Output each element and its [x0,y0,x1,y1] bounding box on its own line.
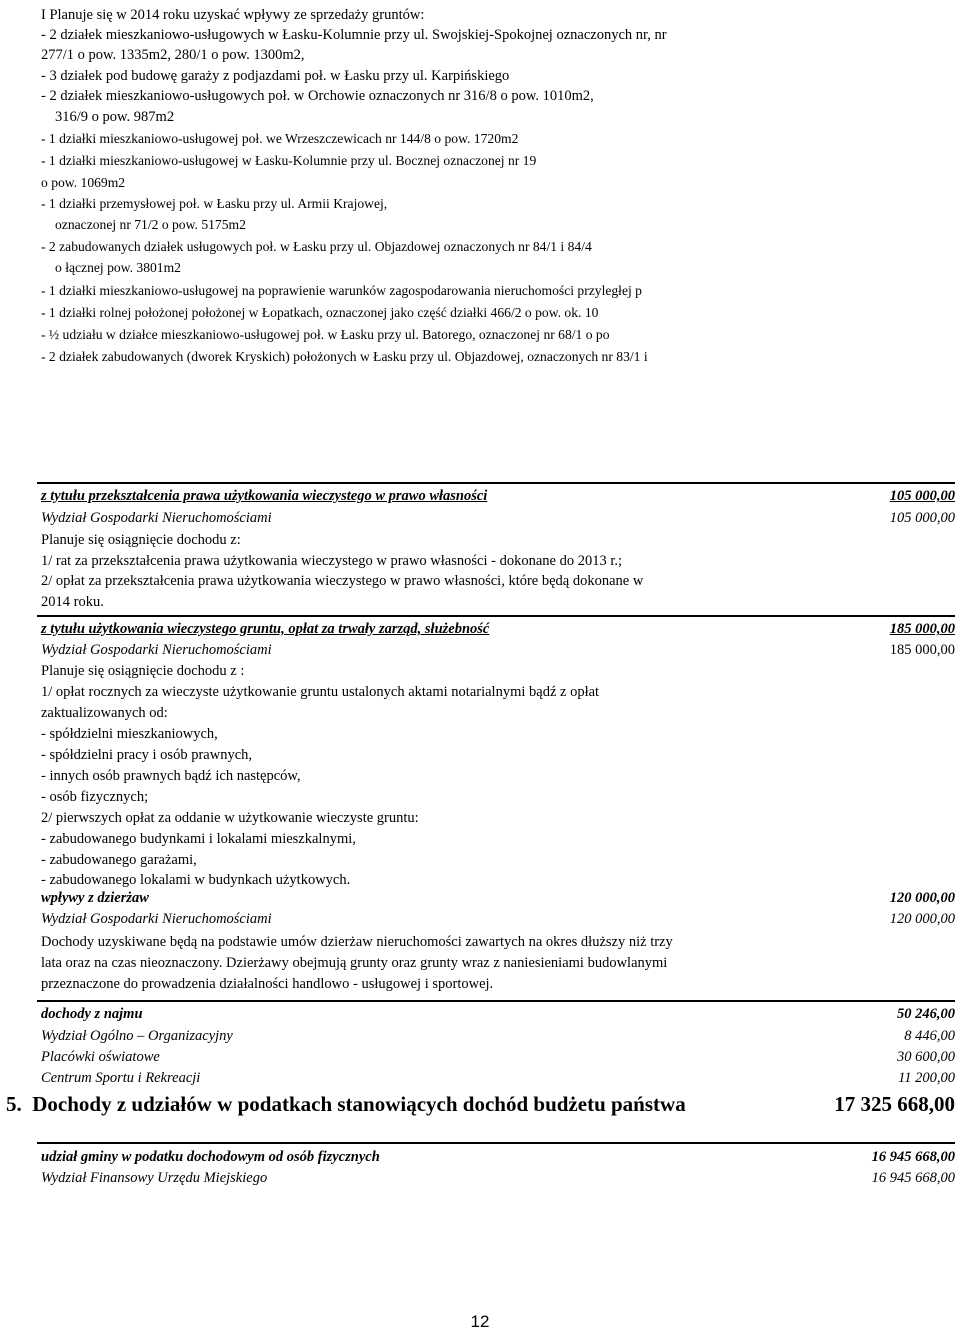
section-header-pit-share [41,1147,955,1167]
unit-amount: 105 000,00 [889,510,955,526]
unit-amount: 11 200,00 [898,1070,955,1086]
sale-item-cont: 316/9 o pow. 987m2 [55,109,175,125]
section-title: wpływy z dzierżaw [41,890,149,906]
sale-item-cont: oznaczonej nr 71/2 o pow. 5175m2 [55,217,246,232]
sale-item: - 1 działki rolnej położonej położonej w Łopatkach, oznaczonej jako część działki 466/2 o pow. ok. 10 [41,305,599,320]
intro-line: I Planuje się w 2014 roku uzyskać wpływy ze sprzedaży gruntów: [41,7,425,23]
sale-item-cont: 277/1 o pow. 1335m2, 280/1 o pow. 1300m2, [41,47,305,63]
body-line: - osób fizycznych; [41,789,149,805]
sale-item: - 2 działek mieszkaniowo-usługowych poł. w Orchowie oznaczonych nr 316/8 o pow. 1010m2, [41,88,594,104]
chapter-title-text: Dochody z udziałów w podatkach stanowiących dochód budżetu państwa [32,1092,686,1116]
body-line: Planuje się osiągnięcie dochodu z: [41,532,241,548]
unit-row [41,1047,955,1067]
unit-row [41,1068,955,1088]
body-line: - innych osób prawnych bądź ich następców, [41,768,301,784]
sale-item: - ½ udziału w działce mieszkaniowo-usługowej poł. w Łasku przy ul. Batorego, oznaczonej nr 68/1 o po [41,327,610,342]
sale-item: - 1 działki mieszkaniowo-usługowej w Łasku-Kolumnie przy ul. Bocznej oznaczonej nr 19 [41,153,537,168]
sale-item: - 2 działek mieszkaniowo-usługowych w Łasku-Kolumnie przy ul. Swojskiej-Spokojnej oznaczonych nr, nr [41,27,667,43]
section-title: dochody z najmu [41,1006,143,1022]
unit-amount: 8 446,00 [904,1028,955,1044]
body-line: lata oraz na czas nieoznaczony. Dzierżawy obejmują grunty oraz grunty wraz z naniesieniami budowlanymi [41,955,668,971]
sale-item: - 2 zabudowanych działek usługowych poł. w Łasku przy ul. Objazdowej oznaczonych nr 84/1 i 84/4 [41,239,592,254]
body-line: Dochody uzyskiwane będą na podstawie umów dzierżaw nieruchomości zawartych na okres dłuższy niż trzy [41,934,673,950]
unit-row [41,909,955,929]
chapter-amount: 17 325 668,00 [834,1092,955,1116]
section-header-lease [41,888,955,908]
unit-name: Wydział Gospodarki Nieruchomościami [41,911,272,927]
body-line: 2/ opłat za przekształcenia prawa użytkowania wieczystego w prawo własności, które będą dokonane w [41,573,644,589]
chapter-heading-tax-shares [6,1090,955,1118]
unit-amount: 185 000,00 [889,642,955,658]
sale-item: - 1 działki mieszkaniowo-usługowej poł. we Wrzeszczewicach nr 144/8 o pow. 1720m2 [41,131,519,146]
page-number: 12 [470,1312,490,1331]
body-line: 2014 roku. [41,594,104,610]
section-title: z tytułu przekształcenia prawa użytkowania wieczystego w prawo własności [41,488,488,504]
section-divider [37,1000,955,1002]
sale-item-cont: o pow. 1069m2 [41,175,126,190]
section-divider [37,482,955,484]
sale-item: - 1 działki mieszkaniowo-usługowej na poprawienie warunków zagospodarowania nieruchomości przyległej p [41,283,642,298]
unit-row [41,640,955,660]
unit-name: Wydział Gospodarki Nieruchomościami [41,642,272,658]
sale-item: - 2 działek zabudowanych (dworek Kryskich) położonych w Łasku przy ul. Objazdowej, oznaczonych nr 83/1 i [41,349,648,364]
unit-name: Placówki oświatowe [41,1049,160,1065]
sale-item: - 3 działek pod budowę garaży z podjazdami poł. w Łasku przy ul. Karpińskiego [41,68,510,84]
unit-row [41,1026,955,1046]
section-title: z tytułu użytkowania wieczystego gruntu, opłat za trwały zarząd, służebność [41,621,490,637]
unit-name: Wydział Ogólno – Organizacyjny [41,1028,233,1044]
body-line: 1/ opłat rocznych za wieczyste użytkowanie gruntu ustalonych aktami notarialnymi bądź z opłat [41,684,600,700]
body-line: - spółdzielni mieszkaniowych, [41,726,218,742]
unit-name: Centrum Sportu i Rekreacji [41,1070,201,1086]
section-amount: 16 945 668,00 [871,1149,955,1165]
chapter-title [6,1090,686,1118]
unit-amount: 30 600,00 [897,1049,955,1065]
unit-row [41,508,955,528]
unit-amount: 120 000,00 [889,911,955,927]
unit-name: Wydział Finansowy Urzędu Miejskiego [41,1170,268,1186]
section-divider [37,615,955,617]
section-divider [37,1142,955,1144]
body-line: przeznaczone do prowadzenia działalności handlowo - usługowej i sportowej. [41,976,494,992]
body-line: - spółdzielni pracy i osób prawnych, [41,747,253,763]
body-line: 2/ pierwszych opłat za oddanie w użytkowanie wieczyste gruntu: [41,810,419,826]
section-amount: 105 000,00 [889,488,955,504]
section-title: udział gminy w podatku dochodowym od osób fizycznych [41,1149,380,1165]
body-line: - zabudowanego garażami, [41,852,197,868]
section-header-perpetual-usufruct [41,619,955,639]
body-line: 1/ rat za przekształcenia prawa użytkowania wieczystego w prawo własności - dokonane do 2013 r.; [41,553,622,569]
section-amount: 50 246,00 [897,1006,955,1022]
sale-item-cont: o łącznej pow. 3801m2 [55,260,181,275]
section-header-rent [41,1004,955,1024]
body-line: Planuje się osiągnięcie dochodu z : [41,663,245,679]
body-line: - zabudowanego budynkami i lokalami mieszkalnymi, [41,831,356,847]
unit-name: Wydział Gospodarki Nieruchomościami [41,510,272,526]
sale-item: - 1 działki przemysłowej poł. w Łasku przy ul. Armii Krajowej, [41,196,388,211]
body-line: - zabudowanego lokalami w budynkach użytkowych. [41,872,351,888]
section-amount: 120 000,00 [889,890,955,906]
body-line: zaktualizowanych od: [41,705,168,721]
chapter-number: 5. [6,1092,22,1116]
section-amount: 185 000,00 [889,621,955,637]
unit-amount: 16 945 668,00 [871,1170,955,1186]
unit-row [41,1168,955,1188]
section-header-conversion [41,486,955,506]
